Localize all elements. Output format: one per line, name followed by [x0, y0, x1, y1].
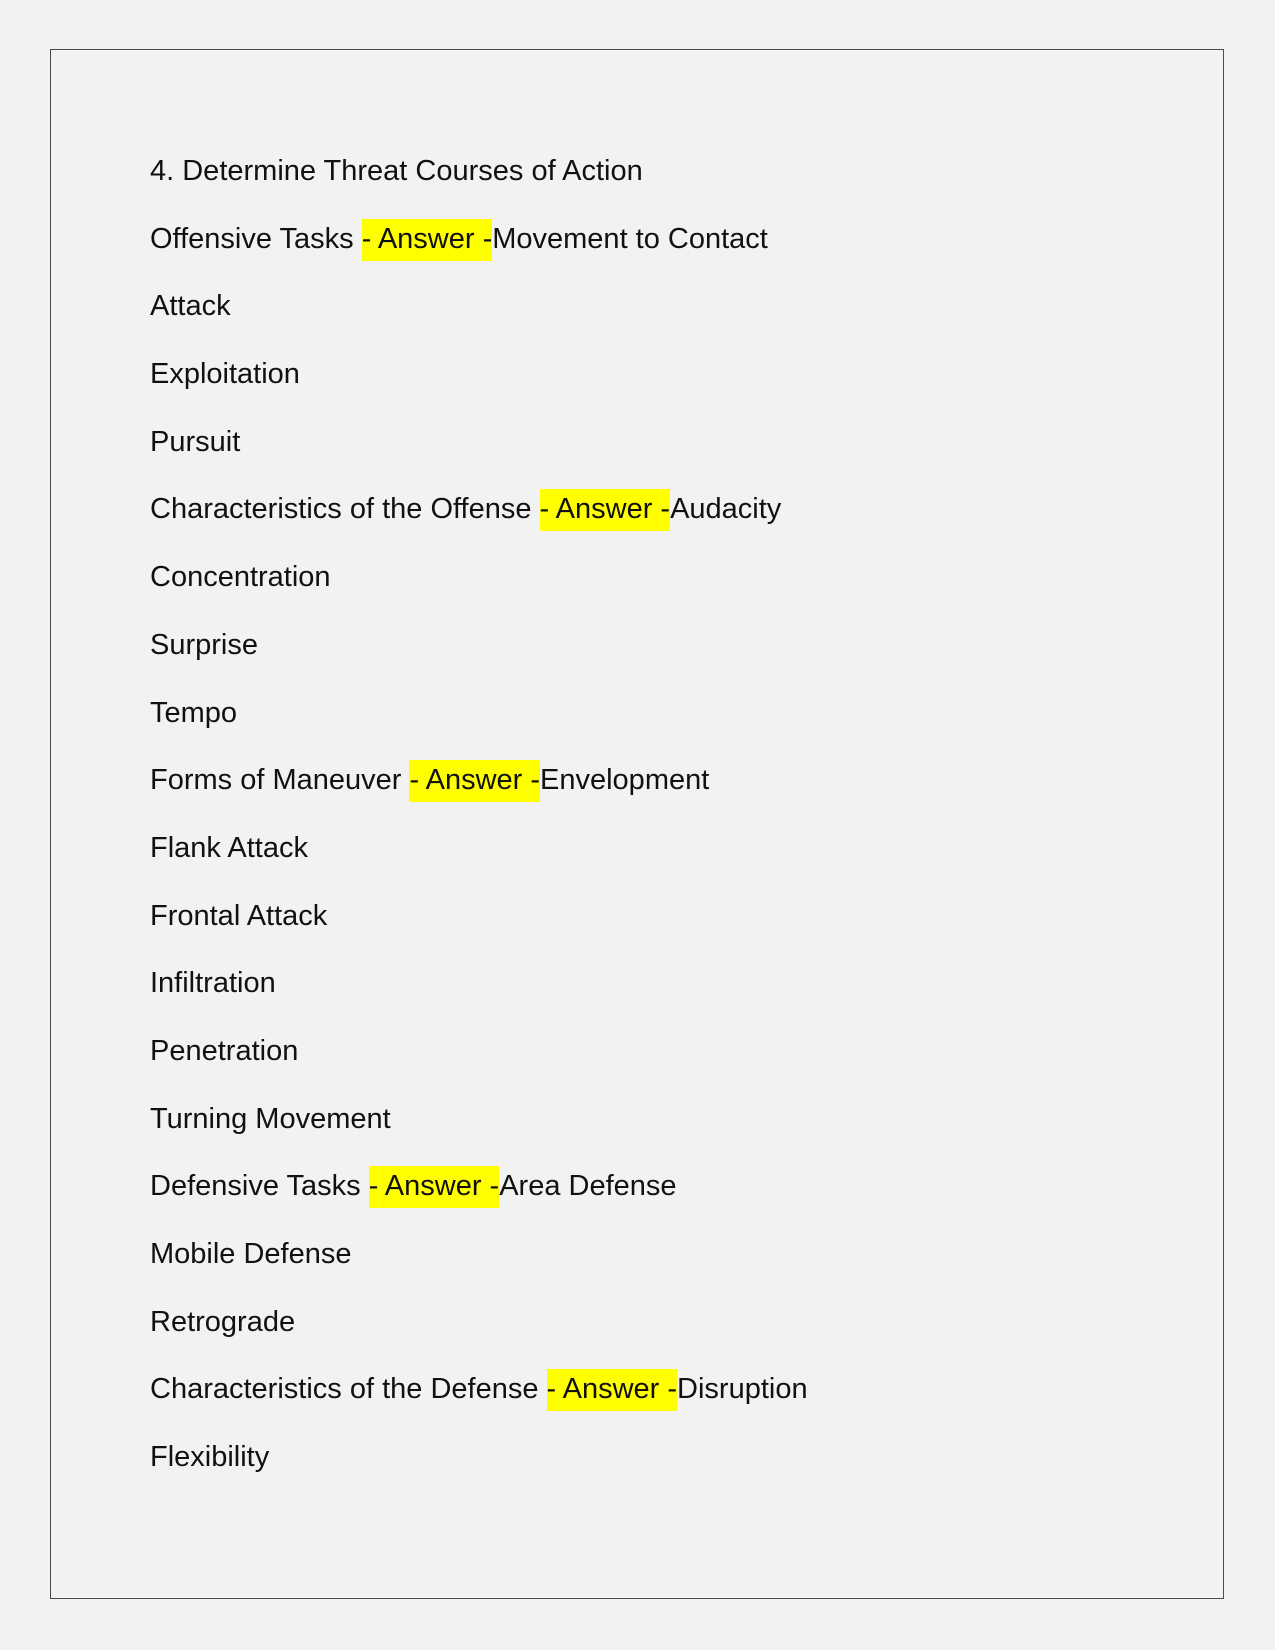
list-item: Tempo [150, 696, 238, 729]
answer: Audacity [670, 493, 782, 526]
list-item: Retrograde [150, 1305, 296, 1338]
qa-line-forms-of-maneuver [150, 753, 1150, 821]
list-item: Frontal Attack [150, 899, 328, 932]
answer-marker: - Answer - [362, 219, 493, 261]
answer-marker: - Answer - [547, 1369, 678, 1411]
document-body [150, 144, 1150, 1498]
document-heading: 4. Determine Threat Courses of Action [150, 155, 643, 187]
list-item: Infiltration [150, 967, 276, 1000]
list-item: Mobile Defense [150, 1238, 352, 1270]
term: Characteristics of the Offense [150, 493, 540, 526]
qa-line-characteristics-defense [150, 1362, 1150, 1430]
answer-marker: - Answer - [369, 1166, 500, 1208]
list-item: Exploitation [150, 358, 300, 391]
answer: Area Defense [499, 1170, 677, 1203]
list-item: Penetration [150, 1034, 299, 1067]
term: Defensive Tasks [150, 1170, 369, 1203]
qa-line-offensive-tasks [150, 212, 1150, 280]
term: Characteristics of the Defense [150, 1373, 547, 1406]
list-item: Attack [150, 290, 231, 323]
qa-line-defensive-tasks [150, 1159, 1150, 1227]
answer-marker: - Answer - [409, 760, 540, 802]
term: Forms of Maneuver [150, 764, 410, 797]
list-item: Pursuit [150, 425, 241, 458]
answer: Movement to Contact [492, 222, 768, 255]
answer: Disruption [677, 1373, 808, 1406]
qa-line-characteristics-offense [150, 482, 1150, 550]
list-item: Flexibility [150, 1441, 270, 1474]
list-item: Concentration [150, 561, 331, 594]
answer-marker: - Answer - [540, 489, 671, 531]
list-item: Flank Attack [150, 831, 308, 864]
list-item: Turning Movement [150, 1102, 391, 1135]
term: Offensive Tasks [150, 222, 362, 255]
answer: Envelopment [540, 764, 710, 797]
list-item: Surprise [150, 628, 258, 661]
